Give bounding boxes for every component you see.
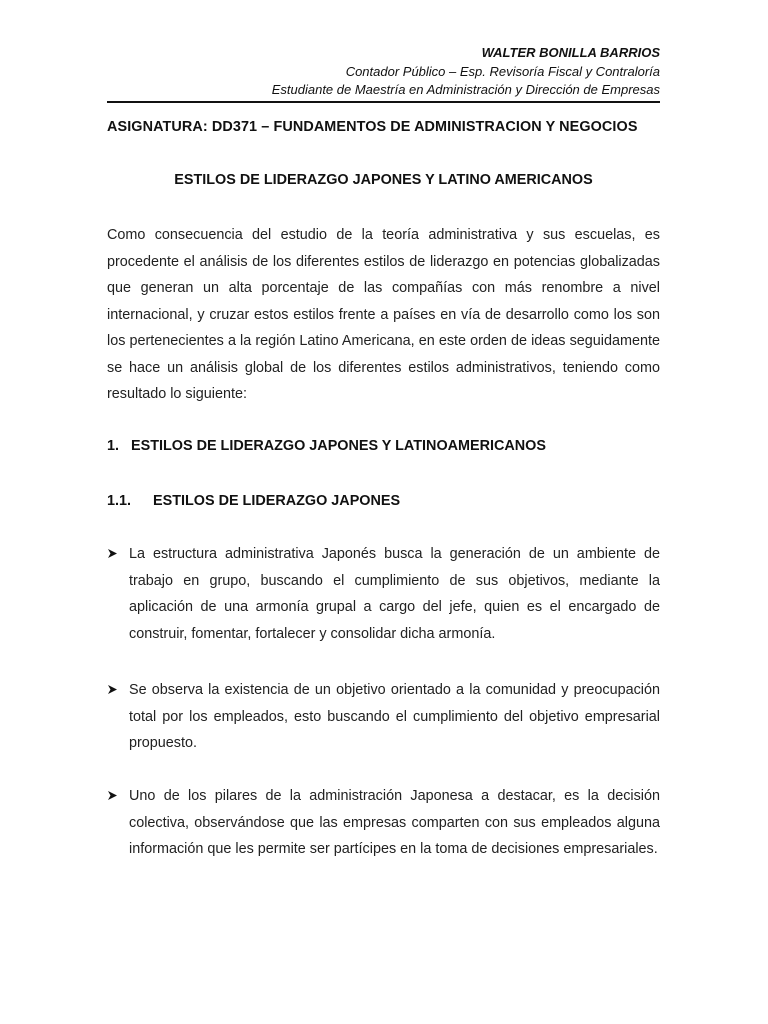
arrowhead-bullet-icon (107, 541, 123, 568)
arrowhead-bullet-icon (107, 677, 123, 704)
section-number: 1. (107, 438, 120, 454)
intro-paragraph: Como consecuencia del estudio de la teoría administrativa y sus escuelas, es procedente el análisis de los diferentes estilos de liderazgo en potencias globalizadas que generan un alta porcentaje de las compañías con más renombre a nivel internacional, y cruzar estos estilos frente a países en vía de desarrollo como los son los pertenecientes a la región Latino Americana, en este orden de ideas seguidamente se hace un análisis global de los diferentes estilos administrativos, teniendo como resultado lo siguiente: (107, 227, 660, 402)
bullet-text: La estructura administrativa Japonés busca la generación de un ambiente de trabajo en grupo, buscando el cumplimiento de sus objetivos, mediante la aplicación de una armonía grupal a cargo del jefe, quien es el encargado de construir, fomentar, fortalecer y consolidar dicha armonía. (129, 546, 660, 642)
section-title: ESTILOS DE LIDERAZGO JAPONES Y LATINOAMERICANOS (131, 438, 546, 454)
bullet-text: Uno de los pilares de la administración Japonesa a destacar, es la decisión colectiva, observándose que las empresas comparten con sus empleados alguna información que les permite ser partícipes en la toma de decisiones empresariales. (129, 788, 660, 857)
author-title: Contador Público – Esp. Revisoría Fiscal y Contraloría (345, 63, 660, 79)
bullet-item (107, 677, 660, 757)
author-studies: Estudiante de Maestría en Administración y Dirección de Empresas (271, 82, 660, 97)
subsection-title: ESTILOS DE LIDERAZGO JAPONES (153, 493, 401, 509)
document-title: ESTILOS DE LIDERAZGO JAPONES Y LATINO AMERICANOS (174, 172, 593, 188)
header-rule (107, 101, 660, 103)
bullet-item (107, 541, 660, 647)
author-name: WALTER BONILLA BARRIOS (481, 45, 660, 60)
bullet-text: Se observa la existencia de un objetivo orientado a la comunidad y preocupación total por los empleados, esto buscando el cumplimiento del objetivo empresarial propuesto. (129, 682, 660, 751)
subsection-number: 1.1. (107, 493, 132, 509)
section-heading-1 (107, 438, 546, 454)
course-heading: ASIGNATURA: DD371 – FUNDAMENTOS DE ADMINISTRACION Y NEGOCIOS (107, 119, 638, 135)
author-header (272, 44, 660, 100)
arrowhead-bullet-icon (107, 783, 123, 810)
section-heading-1-1 (107, 493, 400, 509)
bullet-item (107, 783, 660, 863)
